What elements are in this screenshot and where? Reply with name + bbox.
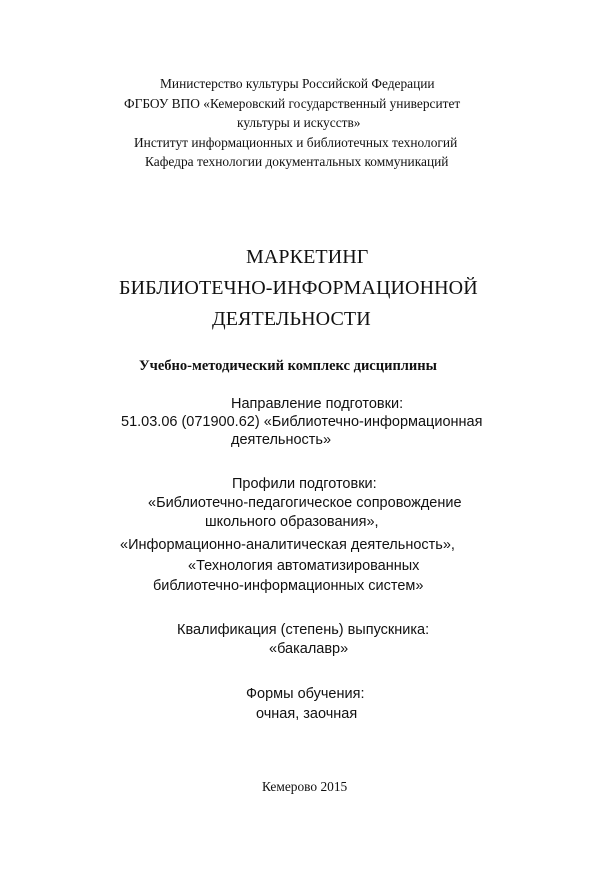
qualification-value: «бакалавр» xyxy=(269,641,349,657)
qualification-label: Квалификация (степень) выпускника: xyxy=(177,622,430,638)
profile-line-3: «Информационно-аналитическая деятельность», xyxy=(120,537,455,553)
profiles-label: Профили подготовки: xyxy=(232,476,377,492)
forms-label: Формы обучения: xyxy=(246,686,365,702)
profile-line-2: школьного образования», xyxy=(205,514,379,530)
header-institute: Институт информационных и библиотечных технологий xyxy=(134,135,458,150)
direction-label: Направление подготовки: xyxy=(231,396,404,412)
title-line-2: БИБЛИОТЕЧНО-ИНФОРМАЦИОННОЙ xyxy=(119,277,478,299)
header-university: ФГБОУ ВПО «Кемеровский государственный университет xyxy=(124,96,461,111)
title-line-1: МАРКЕТИНГ xyxy=(246,246,369,268)
header-department: Кафедра технологии документальных коммуникаций xyxy=(145,154,449,169)
direction-line-1: 51.03.06 (071900.62) «Библиотечно-информационная xyxy=(121,414,483,430)
city-year: Кемерово 2015 xyxy=(262,779,348,794)
header-ministry: Министерство культуры Российской Федерации xyxy=(160,76,435,91)
direction-line-2: деятельность» xyxy=(231,432,332,448)
profile-line-1: «Библиотечно-педагогическое сопровождение xyxy=(148,495,462,511)
forms-value: очная, заочная xyxy=(256,706,358,722)
subtitle: Учебно-методический комплекс дисциплины xyxy=(139,358,437,374)
profile-line-4: «Технология автоматизированных xyxy=(188,558,420,574)
profile-line-5: библиотечно-информационных систем» xyxy=(153,578,424,594)
header-university-cont: культуры и искусств» xyxy=(237,115,361,130)
title-line-3: ДЕЯТЕЛЬНОСТИ xyxy=(212,308,371,330)
